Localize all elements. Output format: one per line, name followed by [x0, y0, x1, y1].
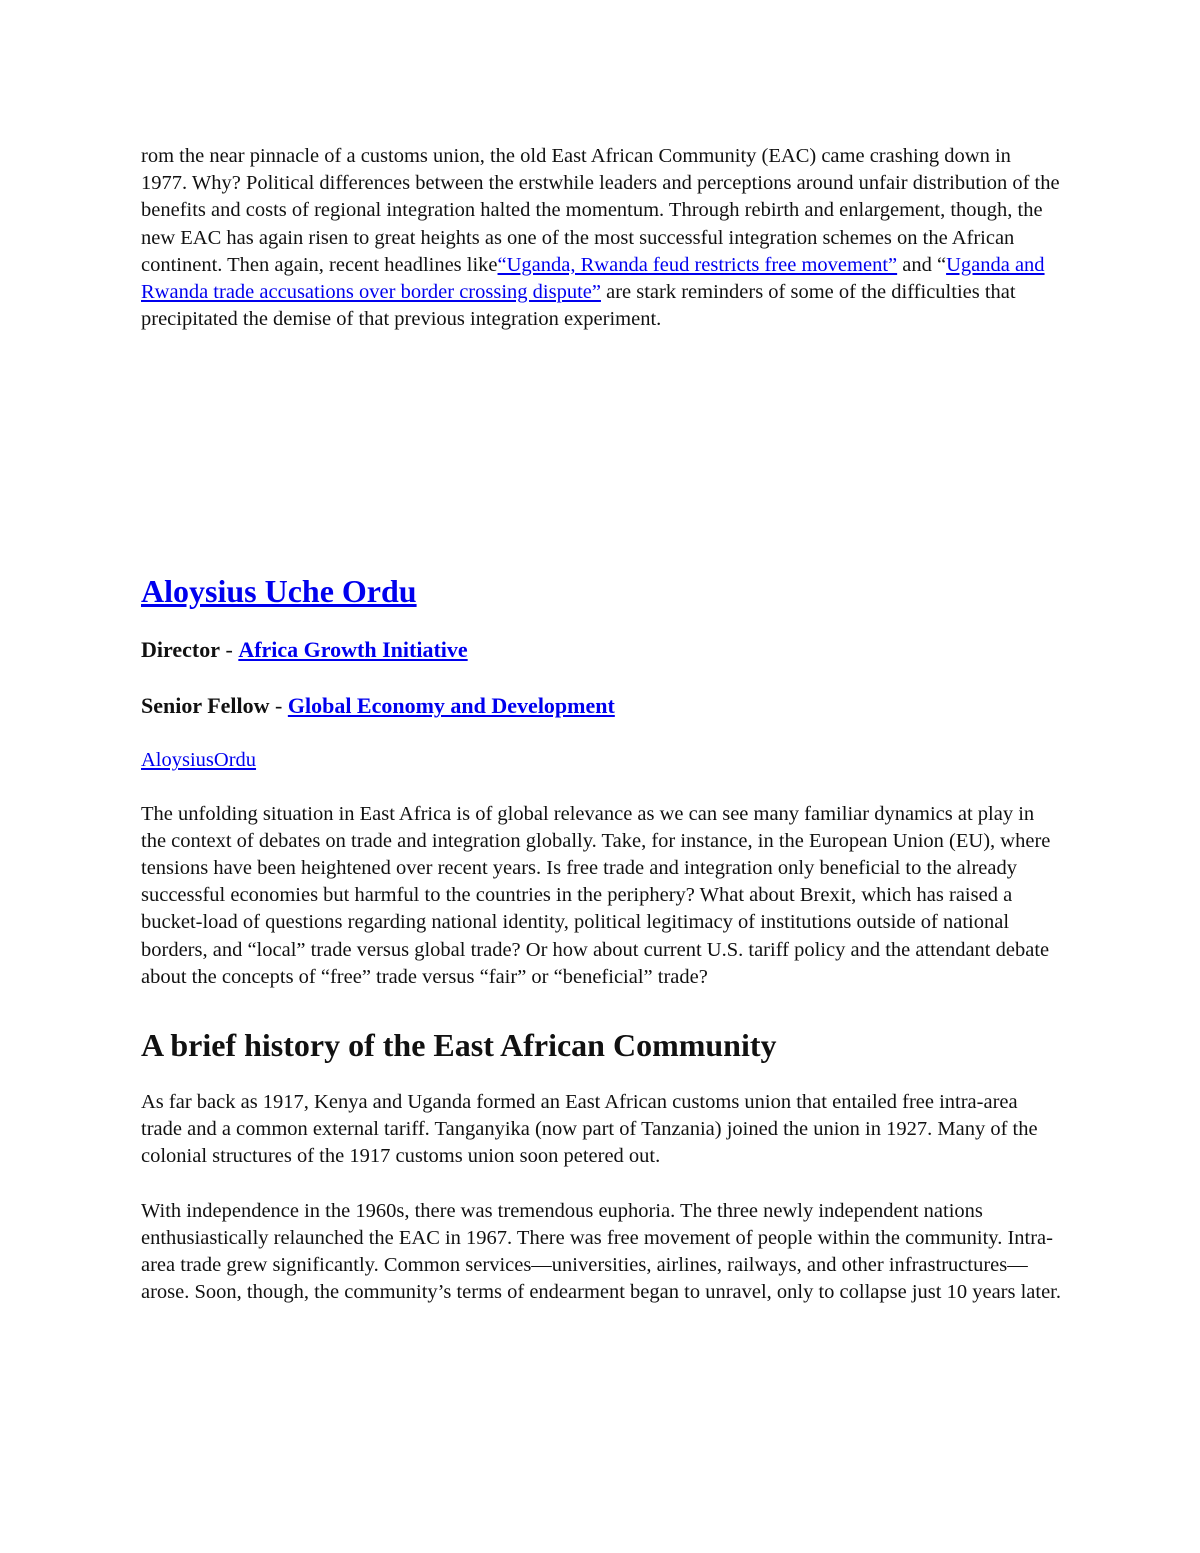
global-economy-link[interactable]: Global Economy and Development: [287, 693, 615, 719]
role-1-title: Director: [141, 637, 220, 663]
author-name-link[interactable]: Aloysius Uche Ordu: [141, 573, 417, 610]
intro-paragraph: [141, 143, 1061, 333]
author-twitter: [141, 747, 1061, 774]
relevance-paragraph: The unfolding situation in East Africa is of global relevance as we can see many familiar dynamics at play in the context of debates on trade and integration globally. Take, for instance, in the European Union (EU), where tensions have been heightened over recent years. Is free trade and integration only beneficial to the already successful economies but harmful to the countries in the periphery? What about Brexit, which has raised a bucket-load of questions regarding national identity, political legitimacy of institutions outside of national borders, and “local” trade versus global trade? Or how about current U.S. tariff policy and the attendant debate about the concepts of “free” trade versus “fair” or “beneficial” trade?: [141, 802, 1051, 988]
history-1960s-paragraph: With independence in the 1960s, there was tremendous euphoria. The three newly independent nations enthusiastically relaunched the EAC in 1967. There was free movement of people within the community. Intra-area trade grew significantly. Common services—universities, airlines, railways, and other infrastructures—arose. Soon, though, the community’s terms of endearment began to unravel, only to collapse just 10 years later.: [141, 1199, 1062, 1304]
africa-growth-initiative-link[interactable]: Africa Growth Initiative: [238, 637, 468, 663]
link-border-dispute[interactable]: Uganda and Rwanda trade accusations over border crossing dispute”: [141, 253, 1045, 304]
section-heading: A brief history of the East African Community: [141, 1027, 777, 1064]
intro-text-1: rom the near pinnacle of a customs union, the old East African Community (EAC) came crashing down in 1977. Why? Political differences between the erstwhile leaders and perceptions around unfair distribution of the benefits and costs of regional integration halted the momentum. Through rebirth and enlargement, though, the new EAC has again risen to great heights as one of the most successful integration schemes on the African continent. Then again, recent headlines like: [141, 145, 1060, 276]
role-2-title: Senior Fellow: [141, 693, 270, 719]
role-1-separator: -: [220, 637, 239, 663]
history-1917-paragraph: As far back as 1917, Kenya and Uganda formed an East African customs union that entailed free intra-area trade and a common external tariff. Tanganyika (now part of Tanzania) joined the union in 1927. Many of the colonial structures of the 1917 customs union soon petered out.: [141, 1091, 1038, 1168]
author-role-director: [141, 635, 1061, 665]
role-2-separator: -: [269, 693, 288, 719]
author-name-heading: [141, 571, 1061, 611]
author-role-senior-fellow: [141, 691, 1061, 721]
twitter-handle-link[interactable]: AloysiusOrdu: [141, 749, 257, 772]
intro-text-2: and “: [897, 253, 947, 276]
intro-text-3: are stark reminders of some of the difficulties that precipitated the demise of that previous integration experiment.: [141, 281, 1016, 331]
link-uganda-rwanda-feud[interactable]: “Uganda, Rwanda feud restricts free movement”: [497, 253, 898, 276]
document-page: [141, 143, 1061, 1306]
